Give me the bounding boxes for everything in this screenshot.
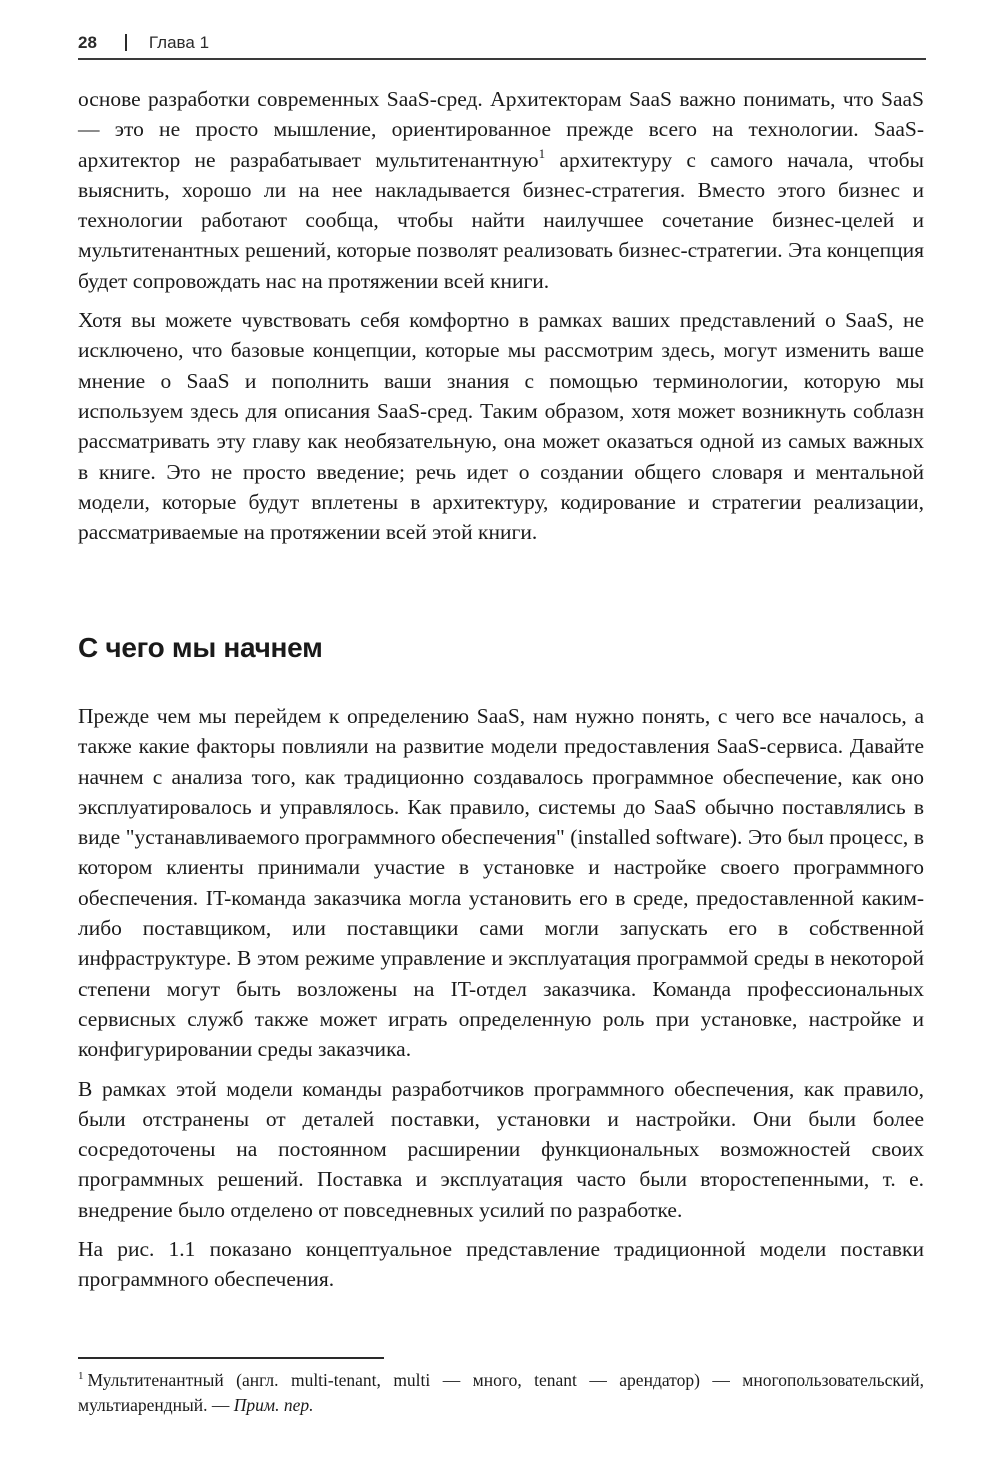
- footnote-reference: 1: [538, 145, 546, 161]
- header-rule: [78, 58, 926, 60]
- paragraph: основе разработки современных SaaS-сред. Архитекторам SaaS важно понимать, что SaaS — это не просто мышление, ориентированное прежде всего на технологии. SaaS-архитектор не разрабатывает мультитенантную$^1$ архитектуру с самого начала, чтобы выяснить, хорошо ли на нее накладывается бизнес-стратегия. Вместо этого бизнес и технологии работают сообща, чтобы найти наилучшее сочетание бизнес-целей и мультитенантных решений, которые позволят реализовать бизнес-стратегии. Эта концепция будет сопровождать нас на протяжении всей книги.: [78, 87, 924, 293]
- paragraph: На рис. 1.1 показано концептуальное представление традиционной модели поставки программного обеспечения.: [78, 1237, 924, 1292]
- running-head: [78, 30, 926, 56]
- footnote-text: Мультитенантный (англ. multi-tenant, multi — много, tenant — арендатор) — многопользовательский, мультиарендный. —: [78, 1370, 924, 1415]
- footnote-attribution: Прим. пер.: [233, 1395, 314, 1415]
- page-number: 28: [78, 33, 97, 52]
- footnote-rule: [78, 1357, 384, 1359]
- footnote: [78, 1368, 924, 1418]
- intro-text-block: [78, 84, 924, 556]
- section-text-block: [78, 701, 924, 1304]
- paragraph: В рамках этой модели команды разработчиков программного обеспечения, как правило, были отстранены от деталей поставки, установки и настройки. Они были более сосредоточены на постоянном расширении функциональных возможностей своих программных решений. Поставка и эксплуатация часто были второстепенными, т. е. внедрение было отделено от повседневных усилий по разработке.: [78, 1076, 924, 1222]
- chapter-title: Глава 1: [148, 33, 210, 52]
- paragraph: Прежде чем мы перейдем к определению SaaS, нам нужно понять, с чего все началось, а также какие факторы повлияли на развитие модели предоставления SaaS-сервиса. Давайте начнем с анализа того, как традиционно создавалось программное обеспечение, как оно эксплуатировалось и управлялось. Как правило, системы до SaaS обычно поставлялись в виде "устанавливаемого программного обеспечения" (installed software). Это был процесс, в котором клиенты принимали участие в установке и настройке своего программного обеспечения. IT-команда заказчика могла установить его в среде, предоставленной каким-либо поставщиком, или поставщики сами могли запускать его в собственной инфраструктуре. В этом режиме управление и эксплуатация программой среды в некоторой степени могут быть возложены на IT-отдел заказчика. Команда профессиональных сервисных служб также может играть определенную роль при установке, настройке и конфигурировании среды заказчика.: [78, 704, 924, 1062]
- footnote-mark: 1: [78, 1370, 84, 1382]
- header-separator: [125, 34, 127, 51]
- paragraph: Хотя вы можете чувствовать себя комфортно в рамках ваших представлений о SaaS, не исключено, что базовые концепции, которые мы рассмотрим здесь, могут изменить ваше мнение о SaaS и пополнить ваши знания с помощью терминологии, которую мы используем здесь для описания SaaS-сред. Таким образом, хотя может возникнуть соблазн рассматривать эту главу как необязательную, она может оказаться одной из самых важных в книге. Это не просто введение; речь идет о создании общего словаря и ментальной модели, которые будут вплетены в архитектуру, кодирование и стратегии реализации, рассматриваемые на протяжении всей этой книги.: [78, 308, 924, 545]
- section-heading: С чего мы начнем: [78, 632, 323, 663]
